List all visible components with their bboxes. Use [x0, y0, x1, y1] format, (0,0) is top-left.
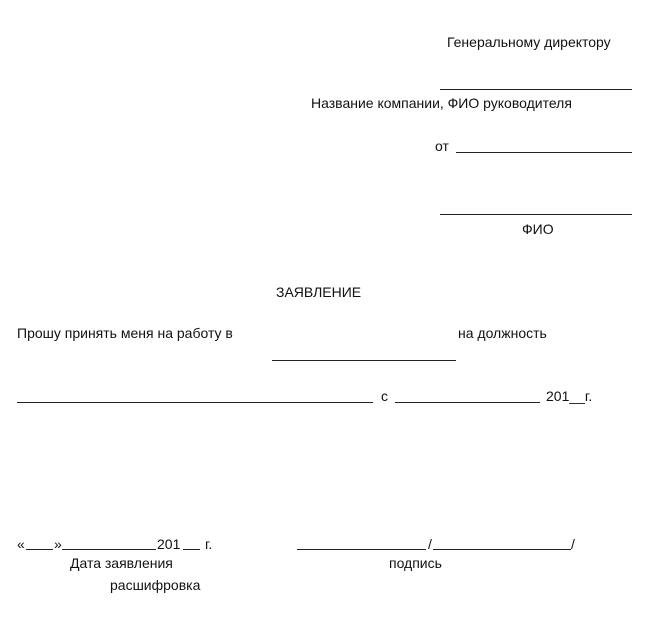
company-label: Название компании, ФИО руководителя [311, 95, 572, 111]
from-blank-line [456, 152, 632, 153]
day-blank-line [26, 549, 53, 550]
recipient-title: Генеральному директору [447, 34, 611, 50]
date-year-suffix: г. [205, 536, 213, 552]
signature-label: подпись [389, 555, 442, 571]
company-blank-line [440, 89, 632, 90]
date-open-quote: « [17, 536, 25, 552]
company-name-blank-line [272, 360, 456, 361]
signature-slash-2: / [571, 536, 575, 552]
date-year: 201 [157, 536, 181, 552]
year-blank-line [183, 549, 200, 550]
fio-blank-line [440, 214, 632, 215]
date-close-quote: » [54, 536, 62, 552]
fio-label: ФИО [522, 221, 554, 237]
year-suffix: 201__г. [546, 388, 593, 404]
month-blank-line [62, 549, 156, 550]
decryption-label: расшифровка [110, 577, 201, 593]
signature-slash-1: / [428, 536, 432, 552]
from-prefix: от [435, 138, 449, 154]
document-title: ЗАЯВЛЕНИЕ [276, 284, 362, 300]
position-label: на должность [458, 325, 547, 341]
body-prefix: Прошу принять меня на работу в [17, 325, 233, 341]
position-blank-line [17, 402, 373, 403]
start-date-blank-line [395, 402, 540, 403]
decryption-blank-line [433, 549, 571, 550]
from-date-prefix: с [381, 388, 388, 404]
date-label: Дата заявления [70, 555, 173, 571]
signature-blank-line [297, 549, 426, 550]
